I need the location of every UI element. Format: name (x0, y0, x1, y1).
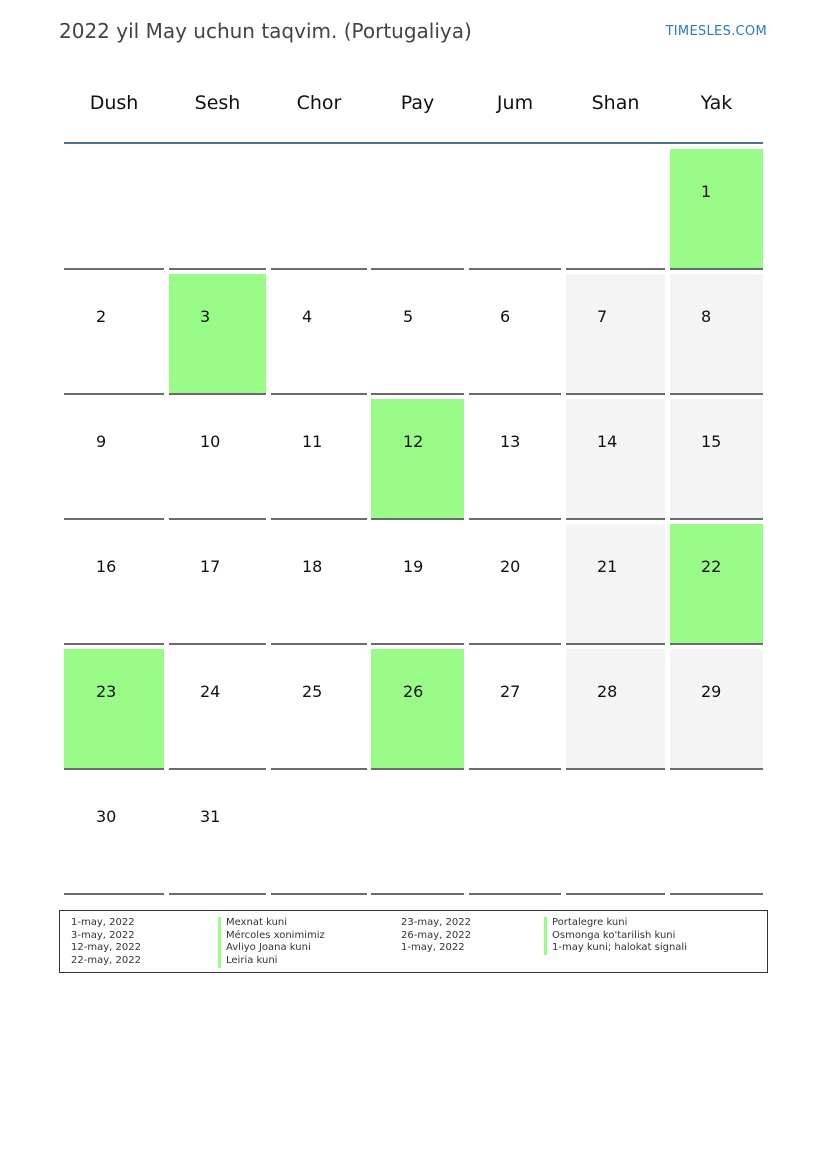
empty-day-cell (271, 149, 367, 270)
day-cell[interactable] (271, 524, 367, 645)
day-number: 7 (597, 307, 608, 326)
day-number: 16 (96, 557, 117, 576)
weekday-label: Pay (400, 92, 435, 114)
day-cell[interactable] (566, 274, 665, 395)
day-cell[interactable] (169, 399, 266, 520)
empty-day-cell (469, 149, 561, 270)
day-number: 25 (302, 682, 323, 701)
site-brand-link[interactable]: TIMESLES.COM (665, 24, 767, 39)
weekday-label: Shan (591, 92, 640, 114)
legend-holiday-name: Avliyo Joana kuni (218, 942, 325, 955)
legend-holiday-name: Osmonga ko'tarilish kuni (544, 930, 687, 943)
holiday-legend (59, 910, 768, 973)
day-cell[interactable] (670, 524, 763, 645)
legend-holiday-name: Portalegre kuni (544, 917, 687, 930)
day-number: 3 (200, 307, 211, 326)
legend-date: 26-may, 2022 (401, 929, 471, 941)
legend-holiday-name: Leiria kuni (218, 955, 325, 968)
day-number: 18 (302, 557, 323, 576)
legend-holiday-name: Mexnat kuni (218, 917, 325, 930)
day-number: 17 (200, 557, 221, 576)
day-cell[interactable] (169, 274, 266, 395)
day-number: 5 (403, 307, 414, 326)
day-number: 12 (403, 432, 424, 451)
day-cell[interactable] (271, 399, 367, 520)
day-cell[interactable] (670, 649, 763, 770)
day-cell[interactable] (566, 399, 665, 520)
empty-day-cell (64, 149, 164, 270)
legend-date: 22-may, 2022 (71, 955, 141, 967)
day-number: 8 (701, 307, 712, 326)
empty-day-cell (566, 149, 665, 270)
day-number: 14 (597, 432, 618, 451)
day-number: 9 (96, 432, 107, 451)
legend-names-left (218, 917, 325, 968)
legend-holiday-name: 1-may kuni; halokat signali (544, 942, 687, 955)
day-number: 13 (500, 432, 521, 451)
day-number: 6 (500, 307, 511, 326)
legend-date: 1-may, 2022 (401, 942, 465, 954)
day-number: 24 (200, 682, 221, 701)
day-cell[interactable] (670, 274, 763, 395)
weekday-label: Yak (700, 92, 733, 114)
legend-date: 3-may, 2022 (71, 929, 135, 941)
day-cell[interactable] (64, 274, 164, 395)
day-cell[interactable] (64, 649, 164, 770)
day-cell[interactable] (271, 649, 367, 770)
day-number: 21 (597, 557, 618, 576)
empty-day-cell (371, 774, 464, 895)
day-cell[interactable] (169, 774, 266, 895)
empty-day-cell (271, 774, 367, 895)
weekday-label: Sesh (194, 92, 241, 114)
legend-date: 1-may, 2022 (71, 917, 135, 928)
day-cell[interactable] (670, 399, 763, 520)
weekday-label: Dush (89, 92, 139, 114)
day-cell[interactable] (271, 274, 367, 395)
legend-date: 23-may, 2022 (401, 917, 471, 928)
legend-names-right (544, 917, 687, 955)
day-number: 11 (302, 432, 323, 451)
day-cell[interactable] (64, 399, 164, 520)
weekday-label: Jum (496, 92, 534, 114)
day-number: 20 (500, 557, 521, 576)
day-cell[interactable] (469, 274, 561, 395)
day-number: 2 (96, 307, 107, 326)
day-cell[interactable] (566, 649, 665, 770)
day-number: 23 (96, 682, 117, 701)
day-cell[interactable] (169, 649, 266, 770)
day-number: 1 (701, 182, 712, 201)
day-cell[interactable] (64, 774, 164, 895)
empty-day-cell (469, 774, 561, 895)
day-cell[interactable] (469, 399, 561, 520)
day-number: 15 (701, 432, 722, 451)
day-cell[interactable] (371, 524, 464, 645)
day-cell[interactable] (371, 649, 464, 770)
day-number: 28 (597, 682, 618, 701)
day-number: 19 (403, 557, 424, 576)
day-number: 26 (403, 682, 424, 701)
day-number: 10 (200, 432, 221, 451)
day-number: 27 (500, 682, 521, 701)
day-cell[interactable] (670, 149, 763, 270)
day-cell[interactable] (371, 399, 464, 520)
day-number: 4 (302, 307, 313, 326)
empty-day-cell (169, 149, 266, 270)
day-number: 31 (200, 807, 221, 826)
empty-day-cell (371, 149, 464, 270)
day-cell[interactable] (469, 649, 561, 770)
day-cell[interactable] (566, 524, 665, 645)
calendar-title: 2022 yil May uchun taqvim. (Portugaliya) (59, 19, 472, 43)
header-divider (64, 142, 763, 144)
weekday-label: Chor (296, 92, 342, 114)
empty-day-cell (670, 774, 763, 895)
day-number: 30 (96, 807, 117, 826)
empty-day-cell (566, 774, 665, 895)
legend-date: 12-may, 2022 (71, 942, 141, 954)
day-cell[interactable] (469, 524, 561, 645)
day-cell[interactable] (64, 524, 164, 645)
day-number: 22 (701, 557, 722, 576)
day-cell[interactable] (371, 274, 464, 395)
legend-dates-right (401, 917, 471, 955)
legend-dates-left (71, 917, 141, 968)
day-number: 29 (701, 682, 722, 701)
day-cell[interactable] (169, 524, 266, 645)
legend-holiday-name: Mércoles xonimimiz (218, 930, 325, 943)
